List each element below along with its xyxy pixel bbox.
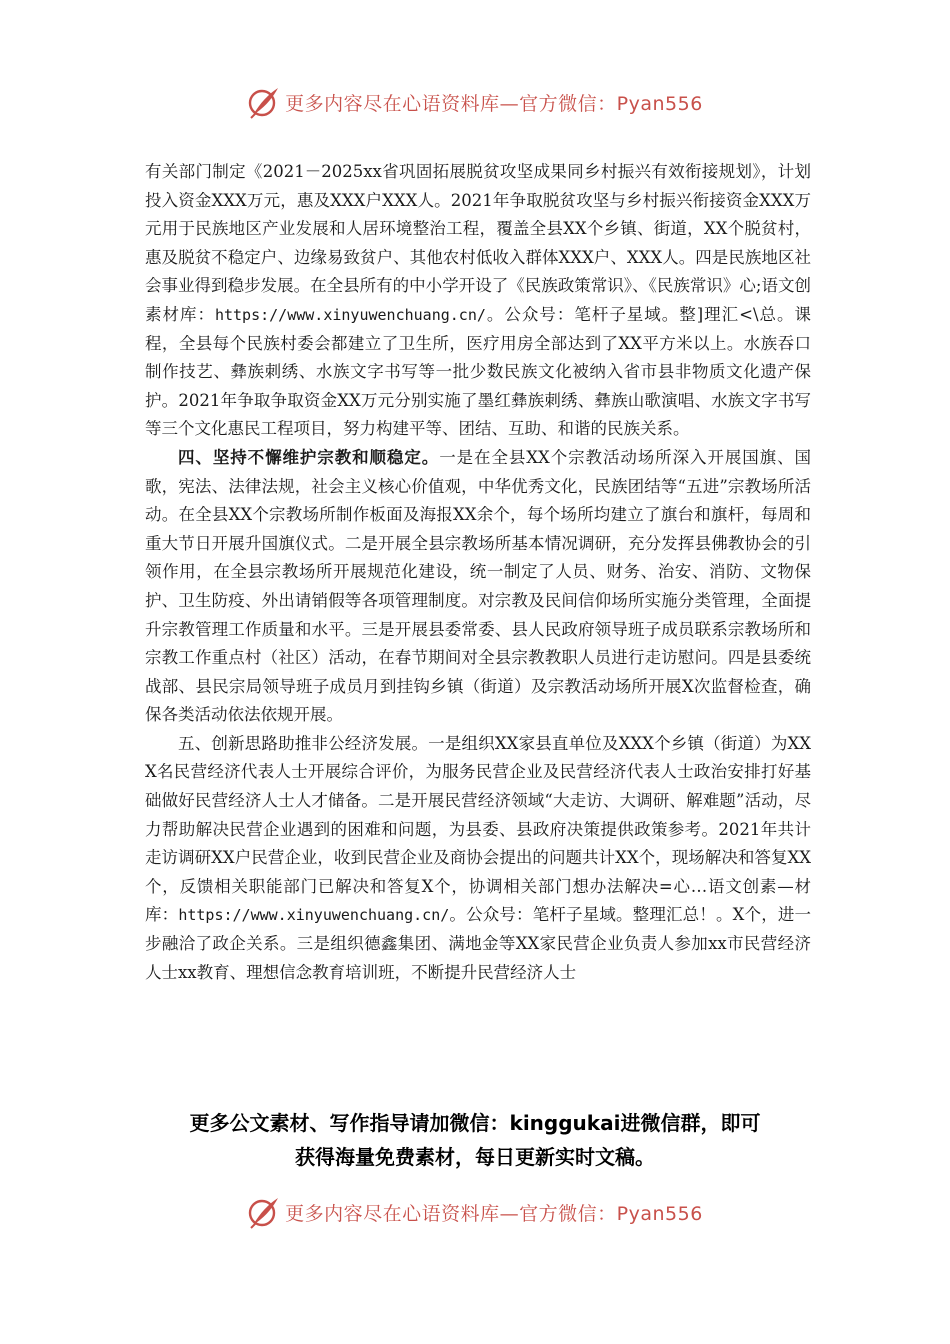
footer-banner [0, 1192, 950, 1232]
paragraph-1: 有关部门制定《2021－2025xx省巩固拓展脱贫攻坚成果同乡村振兴有效衔接规划》，计划投入资金XXX万元，惠及XXX户XXX人。2021年争取脱贫攻坚与乡村振兴衔接资金XXX万元用于民族地区产业发展和人居环境整治工程，覆盖全县XX个乡镇、街道，XX个脱贫村，惠及脱贫不稳定户、边缘易致贫户、其他农村低收入群体XXX户、XXX人。四是民族地区社会事业得到稳步发展。在全县所有的中小学开设了《民族政策常识》、《民族常识》心;语文创素材库：https://www.xinyuwenchuang.cn/。公众号：笔杆子星域。整]理汇<\总。课程，全县每个民族村委会都建立了卫生所，医疗用房全部达到了XX平方米以上。水族吞口制作技艺、彝族刺绣、水族文字书写等一批少数民族文化被纳入省市县非物质文化遗产保护。2021年争取争取资金XX万元分别实施了墨红彝族刺绣、彝族山歌演唱、水族文字书写等三个文化惠民工程项目，努力构建平等、团结、互助、和谐的民族关系。 [145, 162, 812, 439]
promo-line-2: 获得海量免费素材，每日更新实时文稿。 [295, 1145, 655, 1169]
header-banner-text: 更多内容尽在心语资料库—官方微信：Pyan556 [285, 92, 703, 115]
paragraph-2: 四、坚持不懈维护宗教和顺稳定。一是在全县XX个宗教活动场所深入开展国旗、国歌，宪法、法律法规，社会主义核心价值观，中华优秀文化，民族团结等“五进”宗教场所活动。在全县XX个宗教场所制作板面及海报XX余个，每个场所均建立了旗台和旗杆，每周和重大节日开展升国旗仪式。二是开展全县宗教场所基本情况调研，充分发挥县佛教协会的引领作用，在全县宗教场所开展规范化建设，统一制定了人员、财务、治安、消防、文物保护、卫生防疫、外出请销假等各项管理制度。对宗教及民间信仰场所实施分类管理，全面提升宗教管理工作质量和水平。三是开展县委常委、县人民政府领导班子成员联系宗教场所和宗教工作重点村（社区）活动，在春节期间对全县宗教教职人员进行走访慰问。四是县委统战部、县民宗局领导班子成员月到挂钩乡镇（街道）及宗教活动场所开展X次监督检查，确保各类活动依法依规开展。 [145, 447, 811, 725]
promo-notice [0, 1106, 950, 1174]
section-heading-4: 四、坚持不懈维护宗教和顺稳定。 [178, 447, 440, 467]
footer-banner-text: 更多内容尽在心语资料库—官方微信：Pyan556 [285, 1202, 703, 1225]
promo-line-1: 更多公文素材、写作指导请加微信：kinggukai进微信群，即可 [189, 1111, 761, 1135]
quill-logo-icon [247, 85, 281, 119]
paragraph-3: 五、创新思路助推非公经济发展。一是组织XX家县直单位及XXX个乡镇（街道）为XXX名民营经济代表人士开展综合评价，为服务民营企业及民营经济代表人士政治安排打好基础做好民营经济人士人才储备。二是开展民营经济领域“大走访、大调研、解难题”活动，尽力帮助解决民营企业遇到的困难和问题，为县委、县政府决策提供政策参考。2021年共计走访调研XX户民营企业，收到民营企业及商协会提出的问题共计XX个，现场解决和答复XX个，反馈相关职能部门已解决和答复X个，协调相关部门想办法解决=心…语文创素—材库：https://www.xinyuwenchuang.cn/。公众号：笔杆子星域。整理汇总！。X个，进一步融洽了政企关系。三是组织德鑫集团、满地金等XX家民营企业负责人参加xx市民营经济人士xx教育、理想信念教育培训班，不断提升民营经济人士 [145, 733, 812, 982]
document-body [145, 158, 811, 987]
quill-logo-icon [247, 1195, 281, 1229]
url-link[interactable]: https://www.xinyuwenchuang.cn/ [178, 906, 450, 925]
url-link[interactable]: https://www.xinyuwenchuang.cn/ [214, 305, 486, 324]
header-banner [0, 82, 950, 122]
